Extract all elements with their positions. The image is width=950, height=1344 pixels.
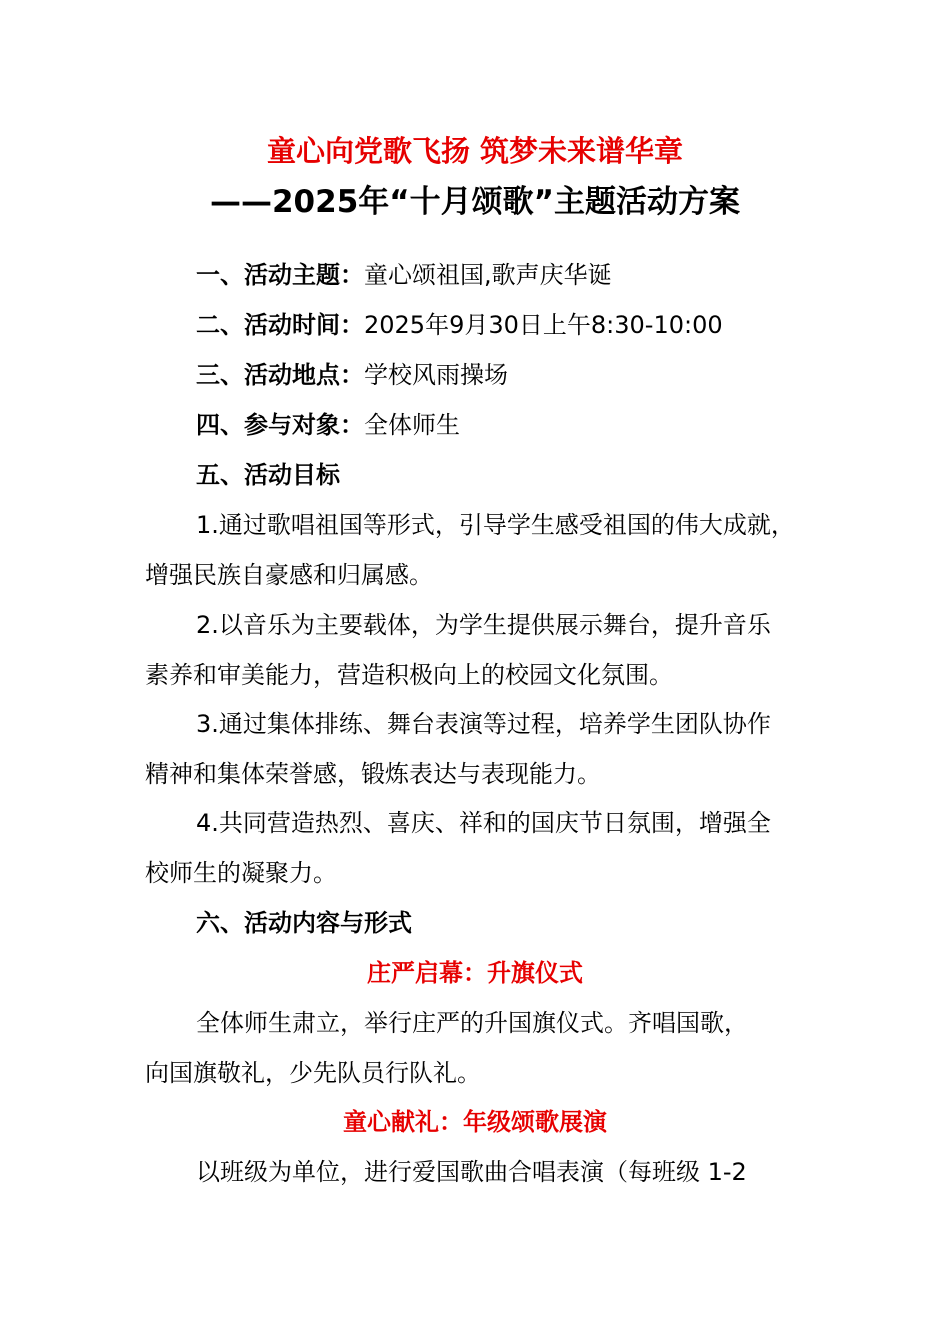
theme-value: 童心颂祖国,歌声庆华诞: [364, 261, 612, 289]
time-row: [196, 308, 723, 342]
theme-row: [196, 258, 612, 292]
audience-value: 全体师生: [364, 411, 460, 439]
audience-row: [196, 408, 460, 442]
place-label: 三、活动地点：: [196, 361, 364, 389]
goal-2-line-1: 2.以音乐为主要载体，为学生提供展示舞台，提升音乐: [196, 611, 771, 639]
audience-label: 四、参与对象：: [196, 411, 364, 439]
subsection-1-line-1: 全体师生肃立，举行庄严的升国旗仪式。齐唱国歌，: [196, 1009, 748, 1037]
goal-3-line-1: 3.通过集体排练、舞台表演等过程，培养学生团队协作: [196, 710, 771, 738]
subsection-1-title: 庄严启幕：升旗仪式: [367, 959, 583, 987]
time-value: 2025年9月30日上午8:30-10:00: [364, 311, 723, 339]
subsection-2-line-1: 以班级为单位，进行爱国歌曲合唱表演（每班级 1-2: [196, 1158, 747, 1186]
goal-4-line-1: 4.共同营造热烈、喜庆、祥和的国庆节日氛围，增强全: [196, 809, 771, 837]
content-heading: 六、活动内容与形式: [196, 909, 412, 937]
goal-1-line-2: 增强民族自豪感和归属感。: [145, 561, 433, 589]
theme-label: 一、活动主题：: [196, 261, 364, 289]
subsection-2-title: 童心献礼：年级颂歌展演: [343, 1108, 607, 1136]
goal-3-line-2: 精神和集体荣誉感，锻炼表达与表现能力。: [145, 760, 601, 788]
goal-2-line-2: 素养和审美能力，营造积极向上的校园文化氛围。: [145, 661, 673, 689]
goals-heading: 五、活动目标: [196, 461, 340, 489]
place-row: [196, 358, 508, 392]
time-label: 二、活动时间：: [196, 311, 364, 339]
subsection-1-line-2: 向国旗敬礼，少先队员行队礼。: [145, 1059, 481, 1087]
goal-1-line-1: 1.通过歌唱祖国等形式，引导学生感受祖国的伟大成就，: [196, 511, 795, 539]
goal-4-line-2: 校师生的凝聚力。: [145, 859, 337, 887]
title-line-1: 童心向党歌飞扬 筑梦未来谱华章: [266, 134, 684, 168]
title-line-2: ——2025年“十月颂歌”主题活动方案: [209, 184, 741, 220]
place-value: 学校风雨操场: [364, 361, 508, 389]
